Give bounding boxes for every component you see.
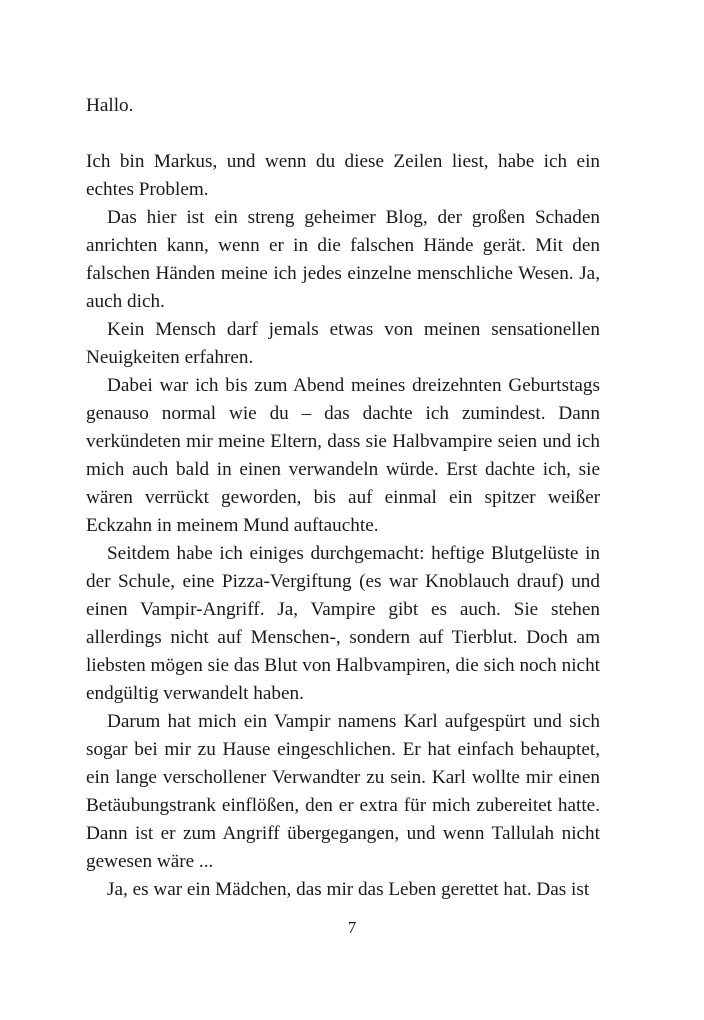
page-number: 7 <box>347 918 357 937</box>
paragraph-no-one-may-know: Kein Mensch darf jemals etwas von meinen sensationellen Neuigkeiten erfahren. <box>86 319 600 368</box>
paragraph-karl-the-vampire: Darum hat mich ein Vampir namens Karl aufgespürt und sich sogar bei mir zu Hause eingeschlichen. Er hat einfach behauptet, ein lange verschollener Verwandter zu sein. Karl wollte mir einen Betäubungstrank einflößen, den er extra für mich zubereitet hatte. Dann ist er zum Angriff übergegangen, und wenn Tallulah nicht gewesen wäre ... <box>86 711 600 872</box>
paragraph-tallulah: Ja, es war ein Mädchen, das mir das Leben gerettet hat. Das ist <box>107 879 590 900</box>
paragraph-thirteenth-birthday: Dabei war ich bis zum Abend meines dreizehnten Geburtstags genauso normal wie du – das dachte ich zumindest. Dann verkündeten mir meine Eltern, dass sie Halbvampire seien und ich mich auch bald in einen verwandeln würde. Erst dachte ich, sie wären verrückt geworden, bis auf einmal ein spitzer weißer Eckzahn in meinem Mund auftauchte. <box>86 375 600 536</box>
page-text-block <box>86 92 600 904</box>
paragraph-intro: Ich bin Markus, und wenn du diese Zeilen liest, habe ich ein echtes Problem. <box>86 151 600 200</box>
paragraph-secret-blog: Das hier ist ein streng geheimer Blog, der großen Schaden anrichten kann, wenn er in die falschen Hände gerät. Mit den falschen Händen meine ich jedes einzelne menschliche Wesen. Ja, auch dich. <box>86 207 600 312</box>
paragraph-since-then: Seitdem habe ich einiges durchgemacht: heftige Blutgelüste in der Schule, eine Pizza-Vergiftung (es war Knoblauch drauf) und einen Vampir-Angriff. Ja, Vampire gibt es auch. Sie stehen allerdings nicht auf Menschen-, sondern auf Tierblut. Doch am liebsten mögen sie das Blut von Halbvampiren, die sich noch nicht endgültig verwandelt haben. <box>86 543 600 704</box>
paragraph-greeting: Hallo. <box>86 95 134 116</box>
